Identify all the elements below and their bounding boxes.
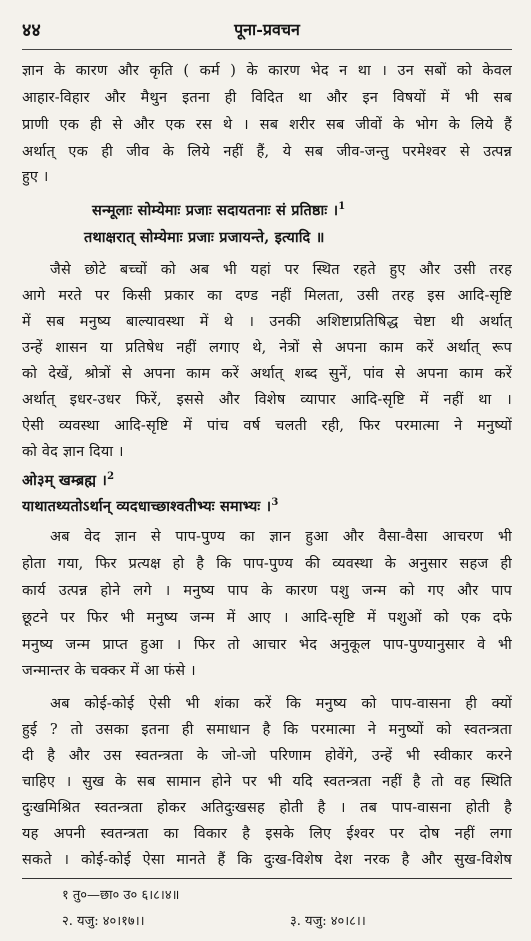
text-line: को देखें, श्रोत्रों से अपना काम करें अर्थात् शब्द सुनें, पांव से अपना काम करें (22, 366, 512, 382)
text-line: हुई ? तो उसका इतना ही समाधान है कि परमात्मा ने मनुष्यों को स्वतन्त्रता (22, 722, 512, 738)
text-line: होता गया, फिर प्रत्यक्ष हो है कि पाप-पुण्य की व्यवस्था के अनुसार सहज ही (22, 556, 512, 572)
footnote-rule (22, 878, 512, 879)
text-line: अब कोई-कोई ऐसी भी शंका करें कि मनुष्य को पाप-वासना ही क्यों (50, 696, 512, 712)
text-line: अर्थात् इधर-उधर फिरें, इससे और विशेष व्यापार आदि-सृष्टि में नहीं था । (22, 392, 512, 408)
footnote-ref: 1 (338, 201, 346, 213)
verse-line (22, 470, 512, 490)
text-line: अब वेद ज्ञान से पाप-पुण्य का ज्ञान हुआ और वैसा-वैसा आचरण भी (50, 529, 512, 545)
verse-line: तथाक्षरात् सोम्येमाः प्रजाः प्रजायन्ते, इत्यादि ॥ (84, 229, 325, 246)
text-line: चाहिए । सुख के सब सामान होने पर भी यदि स्वतन्त्रता नहीं है तो वह स्थिति (22, 774, 512, 790)
text-line: अर्थात् एक ही जीव के लिये नहीं हैं, ये सब जीव-जन्तु परमेश्वर से उत्पन्न (22, 144, 512, 160)
verse-line (22, 496, 512, 516)
page-number: ४४ (22, 20, 41, 41)
footnote-ref: 3 (271, 497, 279, 509)
footnote-2: २. यजु: ४०।१७।। (62, 914, 145, 929)
text-line: दुःखमिश्रित स्वतन्त्रता होकर अतिदुःखसह होती है । तब पाप-वासना होती है (22, 800, 512, 816)
page-header (22, 18, 512, 44)
footnote-ref: 2 (107, 471, 115, 483)
text-line: मनुष्य जन्म प्राप्त हुआ । फिर तो आचार भेद अनुकूल पाप-पुण्यानुसार वे भी (22, 637, 512, 653)
header-rule (22, 49, 512, 50)
text-line: कार्य उत्पन्न होने लगे । मनुष्य पाप के कारण पशु जन्म को गए और पाप (22, 583, 512, 599)
text-line: प्राणी एक ही से और एक रस थे । सब शरीर सब जीवों के भोग के लिये हैं (22, 117, 512, 133)
verse-line (22, 200, 512, 220)
text-line: उन्हें शासन या प्रतिषेध नहीं लगाए थे, नेत्रों से अपना काम करें अर्थात् रूप (22, 340, 512, 356)
verse-text: ओ३म् खम्ब्रह्म । (22, 472, 108, 489)
text-line: दी है और उस स्वतन्त्रता के जो-जो परिणाम होवेंगे, उन्हें भी स्वीकार करने (22, 748, 512, 764)
text-line: आगे मरते पर किसी प्रकार का दण्ड नहीं मिलता, उसी तरह इस आदि-सृष्टि (22, 288, 512, 304)
text-line: जैसे छोटे बच्चों को अब भी यहां पर स्थित रहते हुए और उसी तरह (50, 262, 512, 278)
text-line: ज्ञान के कारण और कृति ( कर्म ) के कारण भेद न था । उन सबों को केवल (22, 63, 512, 79)
text-line: छूटने पर फिर भी मनुष्य जन्म में आए । आदि-सृष्टि में पशुओं को एक दफे (22, 610, 512, 626)
text-line: हुए । (22, 169, 49, 185)
text-line: यह अपनी स्वतन्त्रता का विकार है इसके लिए ईश्वर पर दोष नहीं लगा (22, 826, 512, 842)
verse-text: याथातथ्यतोऽर्थान् व्यदधाच्छाश्वतीभ्यः समाभ्यः । (22, 498, 272, 515)
text-line: को वेद ज्ञान दिया । (22, 444, 124, 460)
footnote-1: १ तु०—छा० उ० ६।८।४॥ (62, 888, 180, 903)
running-title: पूना-प्रवचन (234, 20, 300, 39)
text-line: में सब मनुष्य बाल्यावस्था में थे । उनकी अशिष्टाप्रतिषिद्ध चेष्टा थी अर्थात् (22, 314, 512, 330)
text-line: ऐसी व्यवस्था आदि-सृष्टि में पांच वर्ष चलती रही, फिर परमात्मा ने मनुष्यों (22, 418, 512, 434)
footnote-3: ३. यजु: ४०।८।। (290, 914, 366, 929)
verse-text: सन्मूलाः सोम्येमाः प्रजाः सदायतनाः सं प्रतिष्ठाः । (92, 202, 339, 219)
text-line: आहार-विहार और मैथुन इतना ही विदित था और इन विषयों में भी सब (22, 90, 512, 106)
text-line: सकते । कोई-कोई ऐसा मानते हैं कि दुःख-विशेष देश नरक है और सुख-विशेष (22, 852, 512, 868)
text-line: जन्मान्तर के चक्कर में आ फंसे । (22, 663, 196, 679)
